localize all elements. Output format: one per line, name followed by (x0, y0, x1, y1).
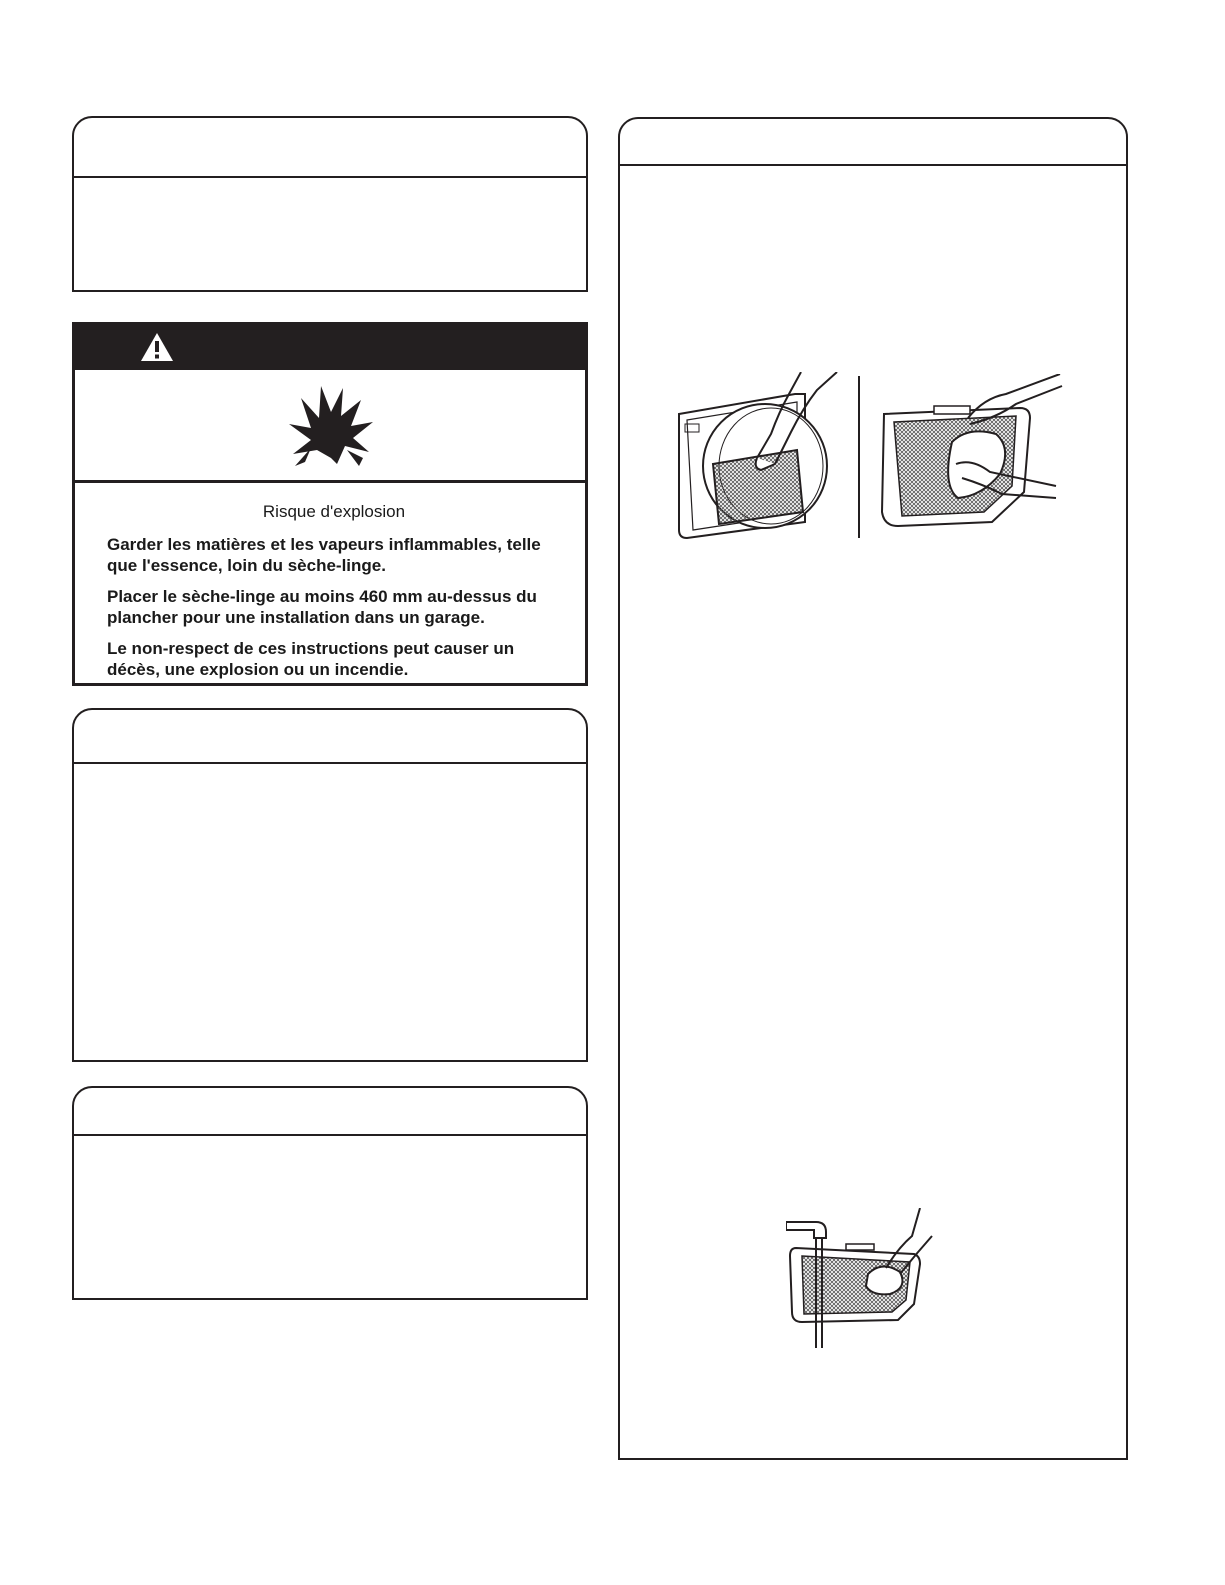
info-box-3 (72, 1086, 588, 1300)
warning-paragraph-3: Le non-respect de ces instructions peut causer un décès, une explosion ou un incendie. (107, 639, 515, 679)
explosion-warning-panel (72, 322, 588, 686)
warning-header-bar (75, 325, 585, 370)
warning-paragraph-1: Garder les matières et les vapeurs inflammables, telle que l'essence, loin du sèche-linge. (107, 535, 541, 575)
info-box-2 (72, 708, 588, 1062)
warning-paragraph-2: Placer le sèche-linge au moins 460 mm au-dessus du plancher pour une installation dans un garage. (107, 587, 537, 627)
info-box-2-header (74, 710, 586, 764)
warning-triangle-icon (139, 331, 175, 363)
lint-filter-cleaning-box-header (620, 119, 1126, 166)
lint-screen-wipe-illustration (872, 374, 1072, 530)
lint-screen-wash-illustration (786, 1208, 936, 1354)
warning-text (107, 501, 561, 690)
warning-title: Risque d'explosion (262, 502, 406, 521)
warning-pictogram-area (75, 370, 585, 483)
info-box-1-header (74, 118, 586, 178)
lint-filter-removal-illustration (675, 372, 865, 542)
info-box-3-header (74, 1088, 586, 1136)
info-box-1 (72, 116, 588, 292)
explosion-icon (285, 380, 377, 470)
